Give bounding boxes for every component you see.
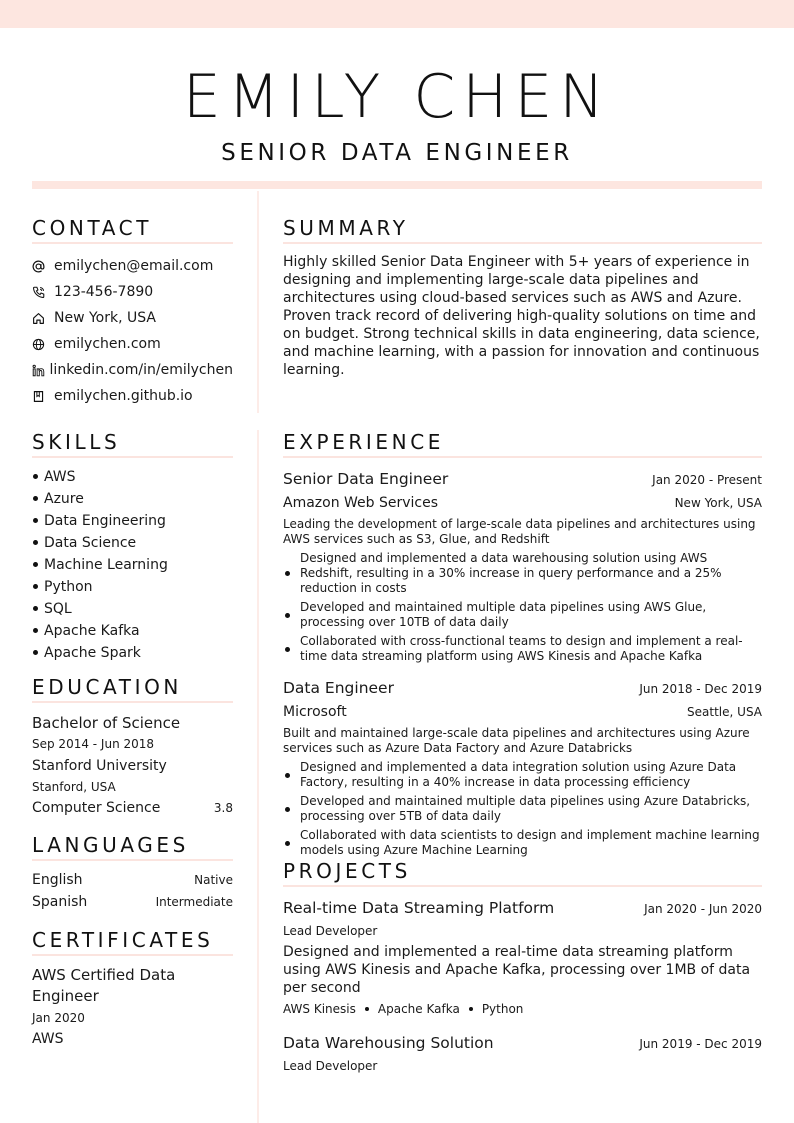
project-dates: Jan 2020 - Jun 2020 bbox=[644, 902, 762, 916]
bullet-dot bbox=[33, 518, 38, 523]
github-icon bbox=[32, 390, 54, 403]
language-level: Intermediate bbox=[155, 895, 233, 909]
contact-list bbox=[32, 253, 233, 409]
skill-label: Azure bbox=[44, 491, 84, 507]
bullet-dot bbox=[33, 628, 38, 633]
certificate-name: AWS Certified Data Engineer bbox=[32, 966, 176, 1005]
job-bullet bbox=[283, 551, 762, 596]
bullet-dot bbox=[283, 634, 300, 664]
certificate-date: Jan 2020 bbox=[32, 1011, 85, 1025]
section-rule bbox=[32, 456, 233, 458]
contact-section bbox=[32, 214, 233, 409]
skill-item bbox=[32, 532, 233, 554]
contact-website-text: emilychen.com bbox=[54, 336, 161, 352]
contact-website[interactable] bbox=[32, 331, 233, 357]
job-title-row bbox=[283, 676, 762, 700]
contact-github-text: emilychen.github.io bbox=[54, 388, 193, 404]
project-title: Real-time Data Streaming Platform bbox=[283, 899, 555, 917]
job-bullet bbox=[283, 600, 762, 630]
certificate-issuer: AWS bbox=[32, 1031, 64, 1047]
contact-linkedin[interactable] bbox=[32, 357, 233, 383]
section-title-experience: EXPERIENCE bbox=[283, 430, 445, 454]
bullet-dot bbox=[33, 540, 38, 545]
job-bullet-text: Collaborated with data scientists to design and implement machine learning models using Azure Machine Learning bbox=[300, 828, 760, 857]
bullet-dot bbox=[283, 828, 300, 858]
contact-location-text: New York, USA bbox=[54, 310, 156, 326]
section-rule bbox=[32, 701, 233, 703]
job-description: Leading the development of large-scale data pipelines and architectures using AWS services such as S3, Glue, and Redshift bbox=[283, 517, 756, 546]
bullet-dot bbox=[283, 551, 300, 596]
certificates-section bbox=[32, 926, 233, 1050]
education-entry bbox=[32, 712, 233, 819]
section-title-languages: LANGUAGES bbox=[32, 833, 189, 857]
skill-label: Data Science bbox=[44, 535, 137, 551]
skill-item bbox=[32, 620, 233, 642]
candidate-role: SENIOR DATA ENGINEER bbox=[221, 140, 573, 166]
job-description: Built and maintained large-scale data pipelines and architectures using Azure services such as Azure Data Factory and Azure Databricks bbox=[283, 726, 750, 755]
column-divider-bottom bbox=[257, 430, 259, 1123]
bullet-dot bbox=[33, 474, 38, 479]
skill-label: Machine Learning bbox=[44, 557, 168, 573]
contact-location bbox=[32, 305, 233, 331]
section-rule bbox=[32, 859, 233, 861]
tech-tag: Python bbox=[481, 1002, 524, 1016]
skill-item bbox=[32, 466, 233, 488]
job-bullets bbox=[283, 760, 762, 858]
section-rule bbox=[32, 954, 233, 956]
project-entry bbox=[283, 896, 762, 1019]
contact-phone[interactable] bbox=[32, 279, 233, 305]
job-bullet-text: Collaborated with cross-functional teams to design and implement a real-time data streaming platform using AWS Kinesis and Apache Kafka bbox=[300, 634, 743, 663]
bullet-dot bbox=[33, 584, 38, 589]
job-company-row bbox=[283, 491, 762, 515]
skill-list bbox=[32, 466, 233, 664]
certificate-entry bbox=[32, 965, 233, 1050]
job-bullet bbox=[283, 828, 762, 858]
education-gpa: 3.8 bbox=[213, 801, 233, 815]
skill-item bbox=[32, 554, 233, 576]
job-bullets bbox=[283, 551, 762, 664]
contact-phone-text: 123-456-7890 bbox=[54, 284, 154, 300]
skill-item bbox=[32, 488, 233, 510]
bullet-dot bbox=[283, 794, 300, 824]
job-bullet-text: Designed and implemented a data warehousing solution using AWS Redshift, resulting in a 30% increase in query performance and a 25% reduction in costs bbox=[300, 551, 722, 595]
project-title-row bbox=[283, 896, 762, 920]
contact-email[interactable] bbox=[32, 253, 233, 279]
summary-text: Highly skilled Senior Data Engineer with 5+ years of experience in designing and implementing large-scale data pipelines and architectures using cloud-based services such as AWS and Azure. Proven track record of delivering high-quality solutions on time and on budget. Strong technical skills in data engineering, data science, and machine learning, with a passion for innovation and continuous learning. bbox=[283, 254, 760, 378]
contact-email-text: emilychen@email.com bbox=[54, 258, 214, 274]
phone-icon bbox=[32, 286, 54, 299]
top-accent-band bbox=[0, 0, 794, 28]
job-title-row bbox=[283, 467, 762, 491]
project-description: Designed and implemented a real-time data streaming platform using AWS Kinesis and Apache Kafka, processing over 1MB of data per second bbox=[283, 944, 751, 996]
language-item bbox=[32, 891, 233, 913]
separator-dot bbox=[365, 1007, 369, 1011]
education-field: Computer Science bbox=[32, 800, 161, 816]
section-title-summary: SUMMARY bbox=[283, 216, 409, 240]
skill-label: Apache Spark bbox=[44, 645, 141, 661]
header-divider bbox=[32, 181, 762, 189]
job-bullet bbox=[283, 634, 762, 664]
language-list bbox=[32, 869, 233, 913]
at-icon bbox=[32, 260, 54, 273]
section-rule bbox=[283, 242, 762, 244]
experience-entry bbox=[283, 676, 762, 858]
job-title: Data Engineer bbox=[283, 679, 394, 697]
languages-section bbox=[32, 831, 233, 913]
candidate-name: EMILY CHEN bbox=[182, 62, 612, 132]
bullet-dot bbox=[33, 496, 38, 501]
job-company: Amazon Web Services bbox=[283, 495, 439, 511]
project-role: Lead Developer bbox=[283, 1059, 378, 1073]
project-role: Lead Developer bbox=[283, 924, 378, 938]
job-title: Senior Data Engineer bbox=[283, 470, 449, 488]
job-company: Microsoft bbox=[283, 704, 347, 720]
education-dates: Sep 2014 - Jun 2018 bbox=[32, 737, 155, 751]
section-title-skills: SKILLS bbox=[32, 430, 121, 454]
language-level: Native bbox=[194, 873, 233, 887]
projects-section bbox=[283, 857, 762, 1076]
section-rule bbox=[283, 456, 762, 458]
section-title-projects: PROJECTS bbox=[283, 859, 411, 883]
language-name: English bbox=[32, 872, 83, 888]
section-rule bbox=[283, 885, 762, 887]
summary-section bbox=[283, 214, 762, 379]
bullet-dot bbox=[283, 600, 300, 630]
education-location: Stanford, USA bbox=[32, 780, 116, 794]
project-title: Data Warehousing Solution bbox=[283, 1034, 494, 1052]
separator-dot bbox=[469, 1007, 473, 1011]
skill-label: Data Engineering bbox=[44, 513, 166, 529]
job-bullet bbox=[283, 794, 762, 824]
resume-header bbox=[0, 60, 794, 169]
bullet-dot bbox=[33, 606, 38, 611]
job-dates: Jan 2020 - Present bbox=[652, 473, 762, 487]
experience-entry bbox=[283, 467, 762, 664]
language-name: Spanish bbox=[32, 894, 88, 910]
skill-item bbox=[32, 576, 233, 598]
bullet-dot bbox=[33, 650, 38, 655]
job-bullet-text: Developed and maintained multiple data pipelines using Azure Databricks, processing over 5TB of data daily bbox=[300, 794, 751, 823]
project-entry bbox=[283, 1031, 762, 1076]
tech-tag: AWS Kinesis bbox=[283, 1002, 356, 1016]
tech-tag: Apache Kafka bbox=[377, 1002, 460, 1016]
job-bullet bbox=[283, 760, 762, 790]
education-school: Stanford University bbox=[32, 758, 167, 774]
project-title-row bbox=[283, 1031, 762, 1055]
contact-linkedin-text: linkedin.com/in/emilychen bbox=[49, 362, 233, 378]
skill-label: AWS bbox=[44, 469, 76, 485]
skill-label: Apache Kafka bbox=[44, 623, 140, 639]
education-degree: Bachelor of Science bbox=[32, 714, 181, 732]
section-title-contact: CONTACT bbox=[32, 216, 153, 240]
language-item bbox=[32, 869, 233, 891]
project-dates: Jun 2019 - Dec 2019 bbox=[639, 1037, 762, 1051]
section-title-certificates: CERTIFICATES bbox=[32, 928, 214, 952]
bullet-dot bbox=[33, 562, 38, 567]
globe-icon bbox=[32, 338, 54, 351]
skill-item bbox=[32, 598, 233, 620]
job-dates: Jun 2018 - Dec 2019 bbox=[639, 682, 762, 696]
skill-item bbox=[32, 510, 233, 532]
job-location: Seattle, USA bbox=[687, 705, 762, 719]
job-bullet-text: Developed and maintained multiple data pipelines using AWS Glue, processing over 10TB of data daily bbox=[300, 600, 707, 629]
bullet-dot bbox=[283, 760, 300, 790]
project-tech-list bbox=[283, 999, 762, 1019]
skill-item bbox=[32, 642, 233, 664]
experience-section bbox=[283, 428, 762, 862]
skills-section bbox=[32, 428, 233, 664]
section-rule bbox=[32, 242, 233, 244]
section-title-education: EDUCATION bbox=[32, 675, 182, 699]
job-location: New York, USA bbox=[674, 496, 762, 510]
linkedin-icon bbox=[32, 364, 50, 377]
education-section bbox=[32, 673, 233, 819]
contact-github[interactable] bbox=[32, 383, 233, 409]
home-icon bbox=[32, 312, 54, 325]
education-field-row bbox=[32, 797, 233, 819]
job-company-row bbox=[283, 700, 762, 724]
column-divider-top bbox=[257, 191, 259, 413]
skill-label: SQL bbox=[44, 601, 72, 617]
skill-label: Python bbox=[44, 579, 93, 595]
job-bullet-text: Designed and implemented a data integration solution using Azure Data Factory, resulting in a 40% increase in data processing efficiency bbox=[300, 760, 737, 789]
